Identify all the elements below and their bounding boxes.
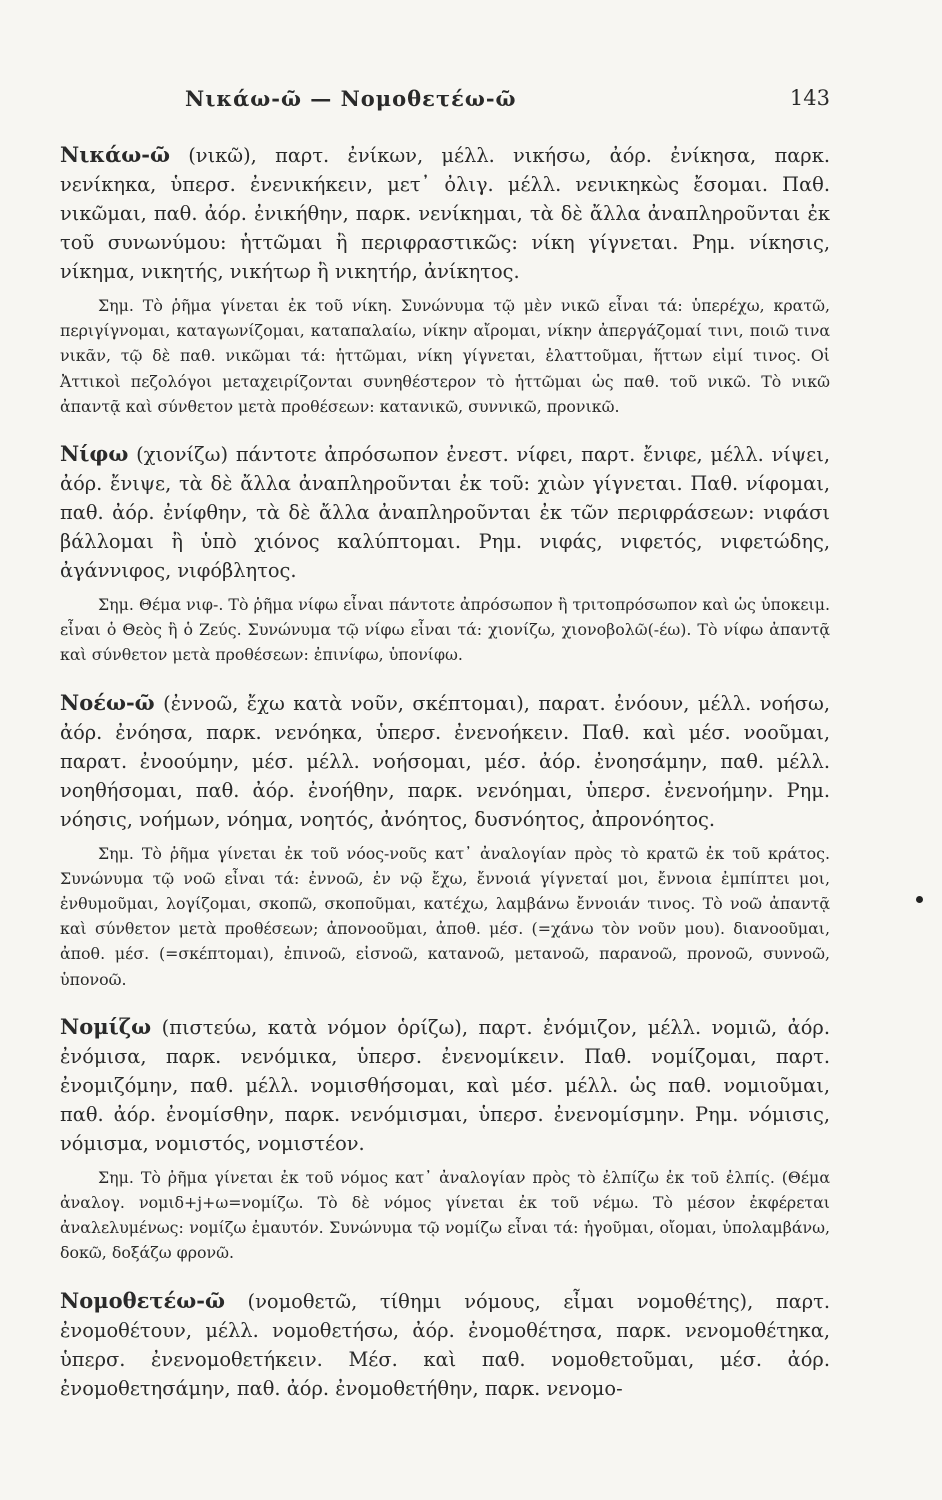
entry-note: [60, 841, 830, 992]
entry-lemma: Νομίζω: [60, 1013, 152, 1039]
note-text: Θέμα νιφ-. Τὸ ῥῆμα νίφω εἶναι πάντοτε ἀπρόσωπον ἢ τριτοπρόσωπον καὶ ὡς ὑποκειμ. εἶναι ὁ Θεὸς ἢ ὁ Ζεύς. Συνώνυμα τῷ νίφω εἶναι τά: χιονίζω, χιονοβολῶ(-έω). Τὸ νίφω ἀπαντᾷ καὶ σύνθετον μετὰ προθέσεων: ἐπινίφω, ὑπονίφω.: [60, 595, 830, 665]
entry-lemma: Νίφω: [60, 441, 129, 467]
entry-lemma: Νοέω-ῶ: [60, 689, 155, 715]
running-head: [60, 78, 830, 118]
entry-body: [60, 439, 830, 585]
entry-text: (χιονίζω) πάντοτε ἀπρόσωπον ἐνεστ. νίφει, παρτ. ἔνιφε, μέλλ. νίψει, ἀόρ. ἔνιψε, τὰ δὲ ἄλλα ἀναπληροῦνται ἐκ τοῦ: χιὼν γίγνεται. Παθ. νίφομαι, παθ. ἀόρ. ἐνίφθην, τὰ δὲ ἄλλα ἀναπληροῦνται ἐκ τῶν περιφράσεων: νιφάσι βάλλομαι ἢ ὑπὸ χιόνος καλύπτομαι. Ρημ. νιφάς, νιφετός, νιφετώδης, ἀγάννιφος, νιφόβλητος.: [60, 443, 830, 583]
entry-body: [60, 140, 830, 286]
scan-speck: [916, 896, 923, 903]
note-text: Τὸ ῥῆμα γίνεται ἐκ τοῦ νόμος κατ᾽ ἀναλογίαν πρὸς τὸ ἐλπίζω ἐκ τοῦ ἐλπίς. (Θέμα ἀναλογ. νομιδ+j+ω=νομίζω. Τὸ δὲ νόμος γίνεται ἐκ τοῦ νέμω. Τὸ μέσον ἐκφέρεται ἀναλελυμένως: νομίζω ἐμαυτόν. Συνώνυμα τῷ νομίζω εἶναι τά: ἡγοῦμαι, οἴομαι, ὑπολαμβάνω, δοκῶ, δοξάζω φρονῶ.: [60, 1167, 830, 1263]
entry-text: (νικῶ), παρτ. ἐνίκων, μέλλ. νικήσω, ἀόρ. ἐνίκησα, παρκ. νενίκηκα, ὑπερσ. ἐνενικήκειν, μετ᾽ ὀλιγ. μέλλ. νενικηκὼς ἔσομαι. Παθ. νικῶμαι, παθ. ἀόρ. ἐνικήθην, παρκ. νενίκημαι, τὰ δὲ ἄλλα ἀναπληροῦνται ἐκ τοῦ συνωνύμου: ἡττῶμαι ἢ περιφραστικῶς: νίκη γίγνεται. Ρημ. νίκησις, νίκημα, νικητής, νικήτωρ ἢ νικητήρ, ἀνίκητος.: [60, 144, 830, 283]
entry-nikao: [60, 140, 830, 419]
entry-body: [60, 1286, 830, 1403]
entry-text: (ἐννοῶ, ἔχω κατὰ νοῦν, σκέπτομαι), παρατ. ἐνόουν, μέλλ. νοήσω, ἀόρ. ἐνόησα, παρκ. νενόηκα, ὑπερσ. ἐνενοήκειν. Παθ. καὶ μέσ. νοοῦμαι, παρατ. ἐνοούμην, μέσ. μέλλ. νοήσομαι, μέσ. ἀόρ. ἐνοησάμην, παθ. μέλλ. νοηθήσομαι, παθ. ἀόρ. ἐνοήθην, παρκ. νενόημαι, ὑπερσ. ἐνενοήμην. Ρημ. νόησις, νοήμων, νόημα, νοητός, ἀνόητος, δυσνόητος, ἀπρονόητος.: [60, 691, 830, 831]
entry-lemma: Νικάω-ῶ: [60, 142, 170, 167]
entry-nomizo: [60, 1012, 830, 1266]
entry-body: [60, 688, 830, 834]
note-text: Τὸ ῥῆμα γίνεται ἐκ τοῦ νόος-νοῦς κατ᾽ ἀναλογίαν πρὸς τὸ κρατῶ ἐκ τοῦ κράτος. Συνώνυμα τῷ νοῶ εἶναι τά: ἐννοῶ, ἐν νῷ ἔχω, ἔννοιά γίγνεταί μοι, ἔννοια ἐμπίπτει μοι, ἐνθυμοῦμαι, λογίζομαι, σκοπῶ, σκοποῦμαι, κατέχω, λαμβάνω ἔννοιάν τινος. Τὸ νοῶ ἀπαντᾷ καὶ σύνθετον μετὰ προθέσεων; ἀπονοοῦμαι, ἀποθ. μέσ. (=χάνω τὸν νοῦν μου). διανοοῦμαι, ἀποθ. μέσ. (=σκέπτομαι), ἐπινοῶ, εἰσνοῶ, κατανοῶ, μετανοῶ, παρανοῶ, προνοῶ, συννοῶ, ὑπονοῶ.: [60, 843, 830, 989]
note-label: Σημ.: [98, 1167, 134, 1187]
running-head-title: Νικάω-ῶ — Νομοθετέω-ῶ: [185, 86, 517, 111]
entry-text: (νομοθετῶ, τίθημι νόμους, εἶμαι νομοθέτης), παρτ. ἐνομοθέτουν, μέλλ. νομοθετήσω, ἀόρ. ἐνομοθέτησα, παρκ. νενομοθέτηκα, ὑπερσ. ἐνενομοθετήκειν. Μέσ. καὶ παθ. νομοθετοῦμαι, μέσ. ἀόρ. ἐνομοθετησάμην, παθ. ἀόρ. ἐνομοθετήθην, παρκ. νενομο-: [60, 1289, 830, 1400]
entry-note: [60, 293, 830, 419]
entry-nipho: [60, 439, 830, 668]
note-label: Σημ.: [98, 595, 134, 615]
note-label: Σημ.: [98, 843, 134, 863]
entry-text: (πιστεύω, κατὰ νόμον ὁρίζω), παρτ. ἐνόμιζον, μέλλ. νομιῶ, ἀόρ. ἐνόμισα, παρκ. νενόμικα, ὑπερσ. ἐνενομίκειν. Παθ. νομίζομαι, παρτ. ἐνομιζόμην, παθ. μέλλ. νομισθήσομαι, καὶ μέσ. μέλλ. ὡς παθ. νομιοῦμαι, παθ. ἀόρ. ἐνομίσθην, παρκ. νενόμισμαι, ὑπερσ. ἐνενομίσμην. Ρημ. νόμισις, νόμισμα, νομιστός, νομιστέον.: [60, 1015, 830, 1155]
page-number: 143: [789, 86, 830, 110]
entry-note: [60, 1165, 830, 1266]
entry-nomotheteo: [60, 1286, 830, 1403]
entry-body: [60, 1012, 830, 1158]
entry-lemma: Νομοθετέω-ῶ: [60, 1287, 225, 1313]
note-label: Σημ.: [98, 296, 134, 315]
note-text: Τὸ ῥῆμα γίνεται ἐκ τοῦ νίκη. Συνώνυμα τῷ μὲν νικῶ εἶναι τά: ὑπερέχω, κρατῶ, περιγίγνομαι, καταγωνίζομαι, καταπαλαίω, νίκην αἴρομαι, νίκην ἀπεργάζομαί τινι, ποιῶ τινα νικᾶν, τῷ δὲ παθ. νικῶμαι τά: ἡττῶμαι, νίκη γίγνεται, ἐλαττοῦμαι, ἥττων εἰμί τινος. Οἱ Ἀττικοὶ πεζολόγοι μεταχειρίζονται συνηθέστερον τὸ ἡττῶμαι ὡς παθ. τοῦ νικῶ. Τὸ νικῶ ἀπαντᾷ καὶ σύνθετον μετὰ προθέσεων: κατανικῶ, συννικῶ, προνικῶ.: [60, 296, 830, 416]
entry-note: [60, 592, 830, 668]
entry-noeo: [60, 688, 830, 992]
